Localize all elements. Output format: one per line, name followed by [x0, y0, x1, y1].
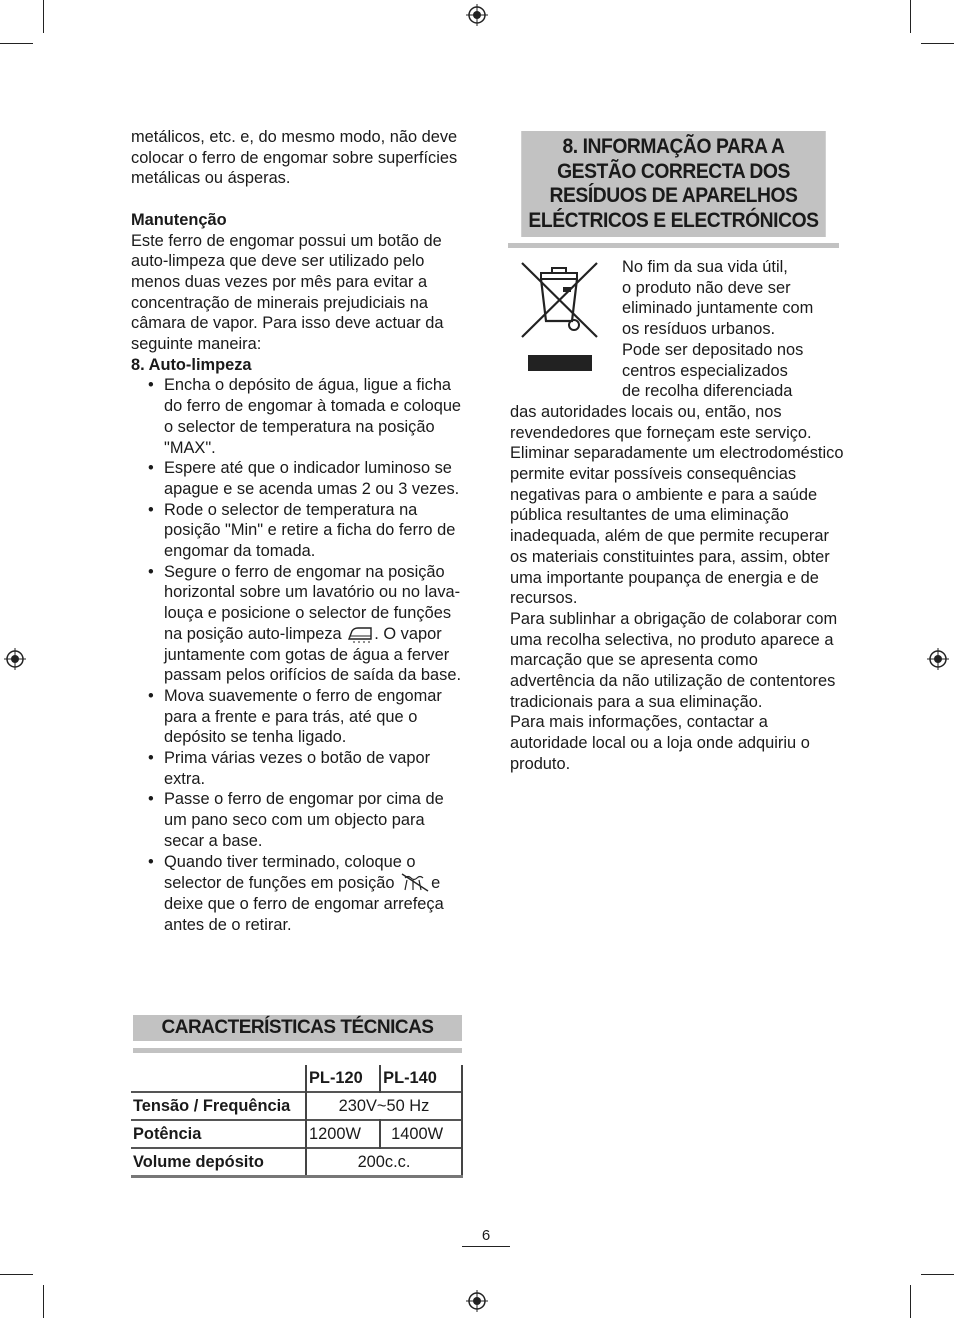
table-cell: 1400W [380, 1120, 462, 1148]
self-clean-heading: 8. Auto-limpeza [131, 355, 252, 374]
list-item: • Encha o depósito de água, ligue a ficha do ferro de engomar à tomada e coloque o selector de temperatura na posição "MAX". [164, 375, 467, 458]
crop-mark [43, 0, 44, 33]
list-item-text: Segure o ferro de engomar na posição horizontal sobre um lavatório ou no lava-louça e posicione o selector de funções na posição auto-limpeza [164, 562, 461, 643]
table-header-cell: PL-120 [306, 1065, 380, 1092]
page-number: 6 [462, 1226, 510, 1247]
self-clean-steps [131, 375, 467, 935]
maintenance-heading: Manutenção [131, 210, 227, 229]
registration-mark-icon [466, 1290, 488, 1312]
list-item-text: . O vapor juntamente com gotas de água a ferver passam pelos orifícios de saída da base. [164, 624, 462, 685]
heading-rule [508, 243, 839, 248]
list-item [164, 562, 467, 686]
weee-heading: 8. INFORMAÇÃO PARA A GESTÃO CORRECTA DOS RESÍDUOS DE APARELHOS ELÉCTRICOS E ELECTRÓNICOS [521, 131, 826, 237]
list-item: • Rode o selector de temperatura na posição "Min" e retire a ficha do ferro de engomar da tomada. [164, 500, 467, 562]
text-line: Pode ser depositado nos [622, 340, 804, 359]
registration-mark-icon [4, 648, 26, 670]
crop-mark [0, 43, 33, 44]
table-row-label: Volume depósito [133, 1152, 264, 1171]
maintenance-paragraph: Este ferro de engomar possui um botão de auto-limpeza que deve ser utilizado pelo menos duas vezes por mês para evitar a concentração de minerais prejudiciais na câmara de vapor. Para isso deve actuar da seguinte maneira: [131, 231, 444, 354]
table-cell: 1200W [306, 1120, 380, 1148]
weee-paragraph: Para sublinhar a obrigação de colaborar com uma recolha selectiva, no produto aparece a marcação que se apresenta como advertência da não utilização de contentores tradicionais para a sua eliminação. [510, 609, 838, 711]
list-item: • Mova suavemente o ferro de engomar para a frente e para trás, até que o depósito se tenha ligado. [164, 686, 467, 748]
table-cell: 200c.c. [306, 1148, 462, 1177]
table-row [131, 1120, 462, 1148]
weee-paragraph: Para mais informações, contactar a autoridade local ou a loja onde adquiriu o produto. [510, 713, 810, 773]
iron-self-clean-icon [346, 625, 374, 643]
table-cell: 230V~50 Hz [306, 1092, 462, 1120]
list-item [164, 852, 467, 936]
table-cell [131, 1065, 306, 1092]
list-item: • Passe o ferro de engomar por cima de um pano seco com um objecto para secar a base. [164, 789, 467, 851]
intro-paragraph: metálicos, etc. e, do mesmo modo, não deve colocar o ferro de engomar sobre superfícies metálicas ou ásperas. [131, 128, 458, 188]
weee-text [510, 257, 844, 775]
crop-mark [910, 0, 911, 33]
tech-specs-heading: CARACTERÍSTICAS TÉCNICAS [133, 1015, 462, 1041]
heading-rule [133, 1048, 462, 1053]
text-line: os resíduos urbanos. [622, 320, 776, 339]
crop-mark [921, 43, 954, 44]
registration-mark-icon [927, 648, 949, 670]
list-item-text: Quando tiver terminado, coloque o selector de funções em posição [164, 852, 416, 893]
text-line: No fim da sua vida útil, [622, 258, 788, 276]
crop-mark [921, 1274, 954, 1275]
table-row [131, 1148, 462, 1177]
table-row-label: Potência [133, 1124, 202, 1143]
beside-icon-text [510, 257, 844, 402]
crop-mark [43, 1285, 44, 1318]
text-line: eliminado juntamente com [622, 299, 814, 318]
crop-mark [910, 1285, 911, 1318]
table-row [131, 1092, 462, 1120]
text-line: de recolha diferenciada [622, 382, 793, 401]
text-line: o produto não deve ser [622, 278, 791, 297]
list-item: • Espere até que o indicador luminoso se apague e se acenda umas 2 ou 3 vezes. [164, 458, 467, 499]
list-item-text: e deixe que o ferro de engomar arrefeça antes de o retirar. [164, 874, 444, 934]
weee-paragraph: das autoridades locais ou, então, nos revendedores que forneçam este serviço. Eliminar separadamente um electrodoméstico permite evitar possíveis consequências negativas para o ambiente e para a saúde pública resultantes de uma eliminação inadequada, além de que permite recuperar os materiais constituintes para, assim, obter uma importante poupança de energia e de recursos. [510, 402, 844, 608]
left-column [131, 127, 467, 935]
table-header-cell: PL-140 [380, 1065, 462, 1092]
list-item: • Prima várias vezes o botão de vapor extra. [164, 748, 467, 789]
text-line: centros especializados [622, 361, 788, 380]
table-row-label: Tensão / Frequência [133, 1096, 291, 1115]
tech-specs-table [131, 1065, 463, 1178]
table-row [131, 1065, 462, 1092]
registration-mark-icon [466, 4, 488, 26]
no-steam-icon [399, 872, 431, 892]
crop-mark [0, 1274, 33, 1275]
